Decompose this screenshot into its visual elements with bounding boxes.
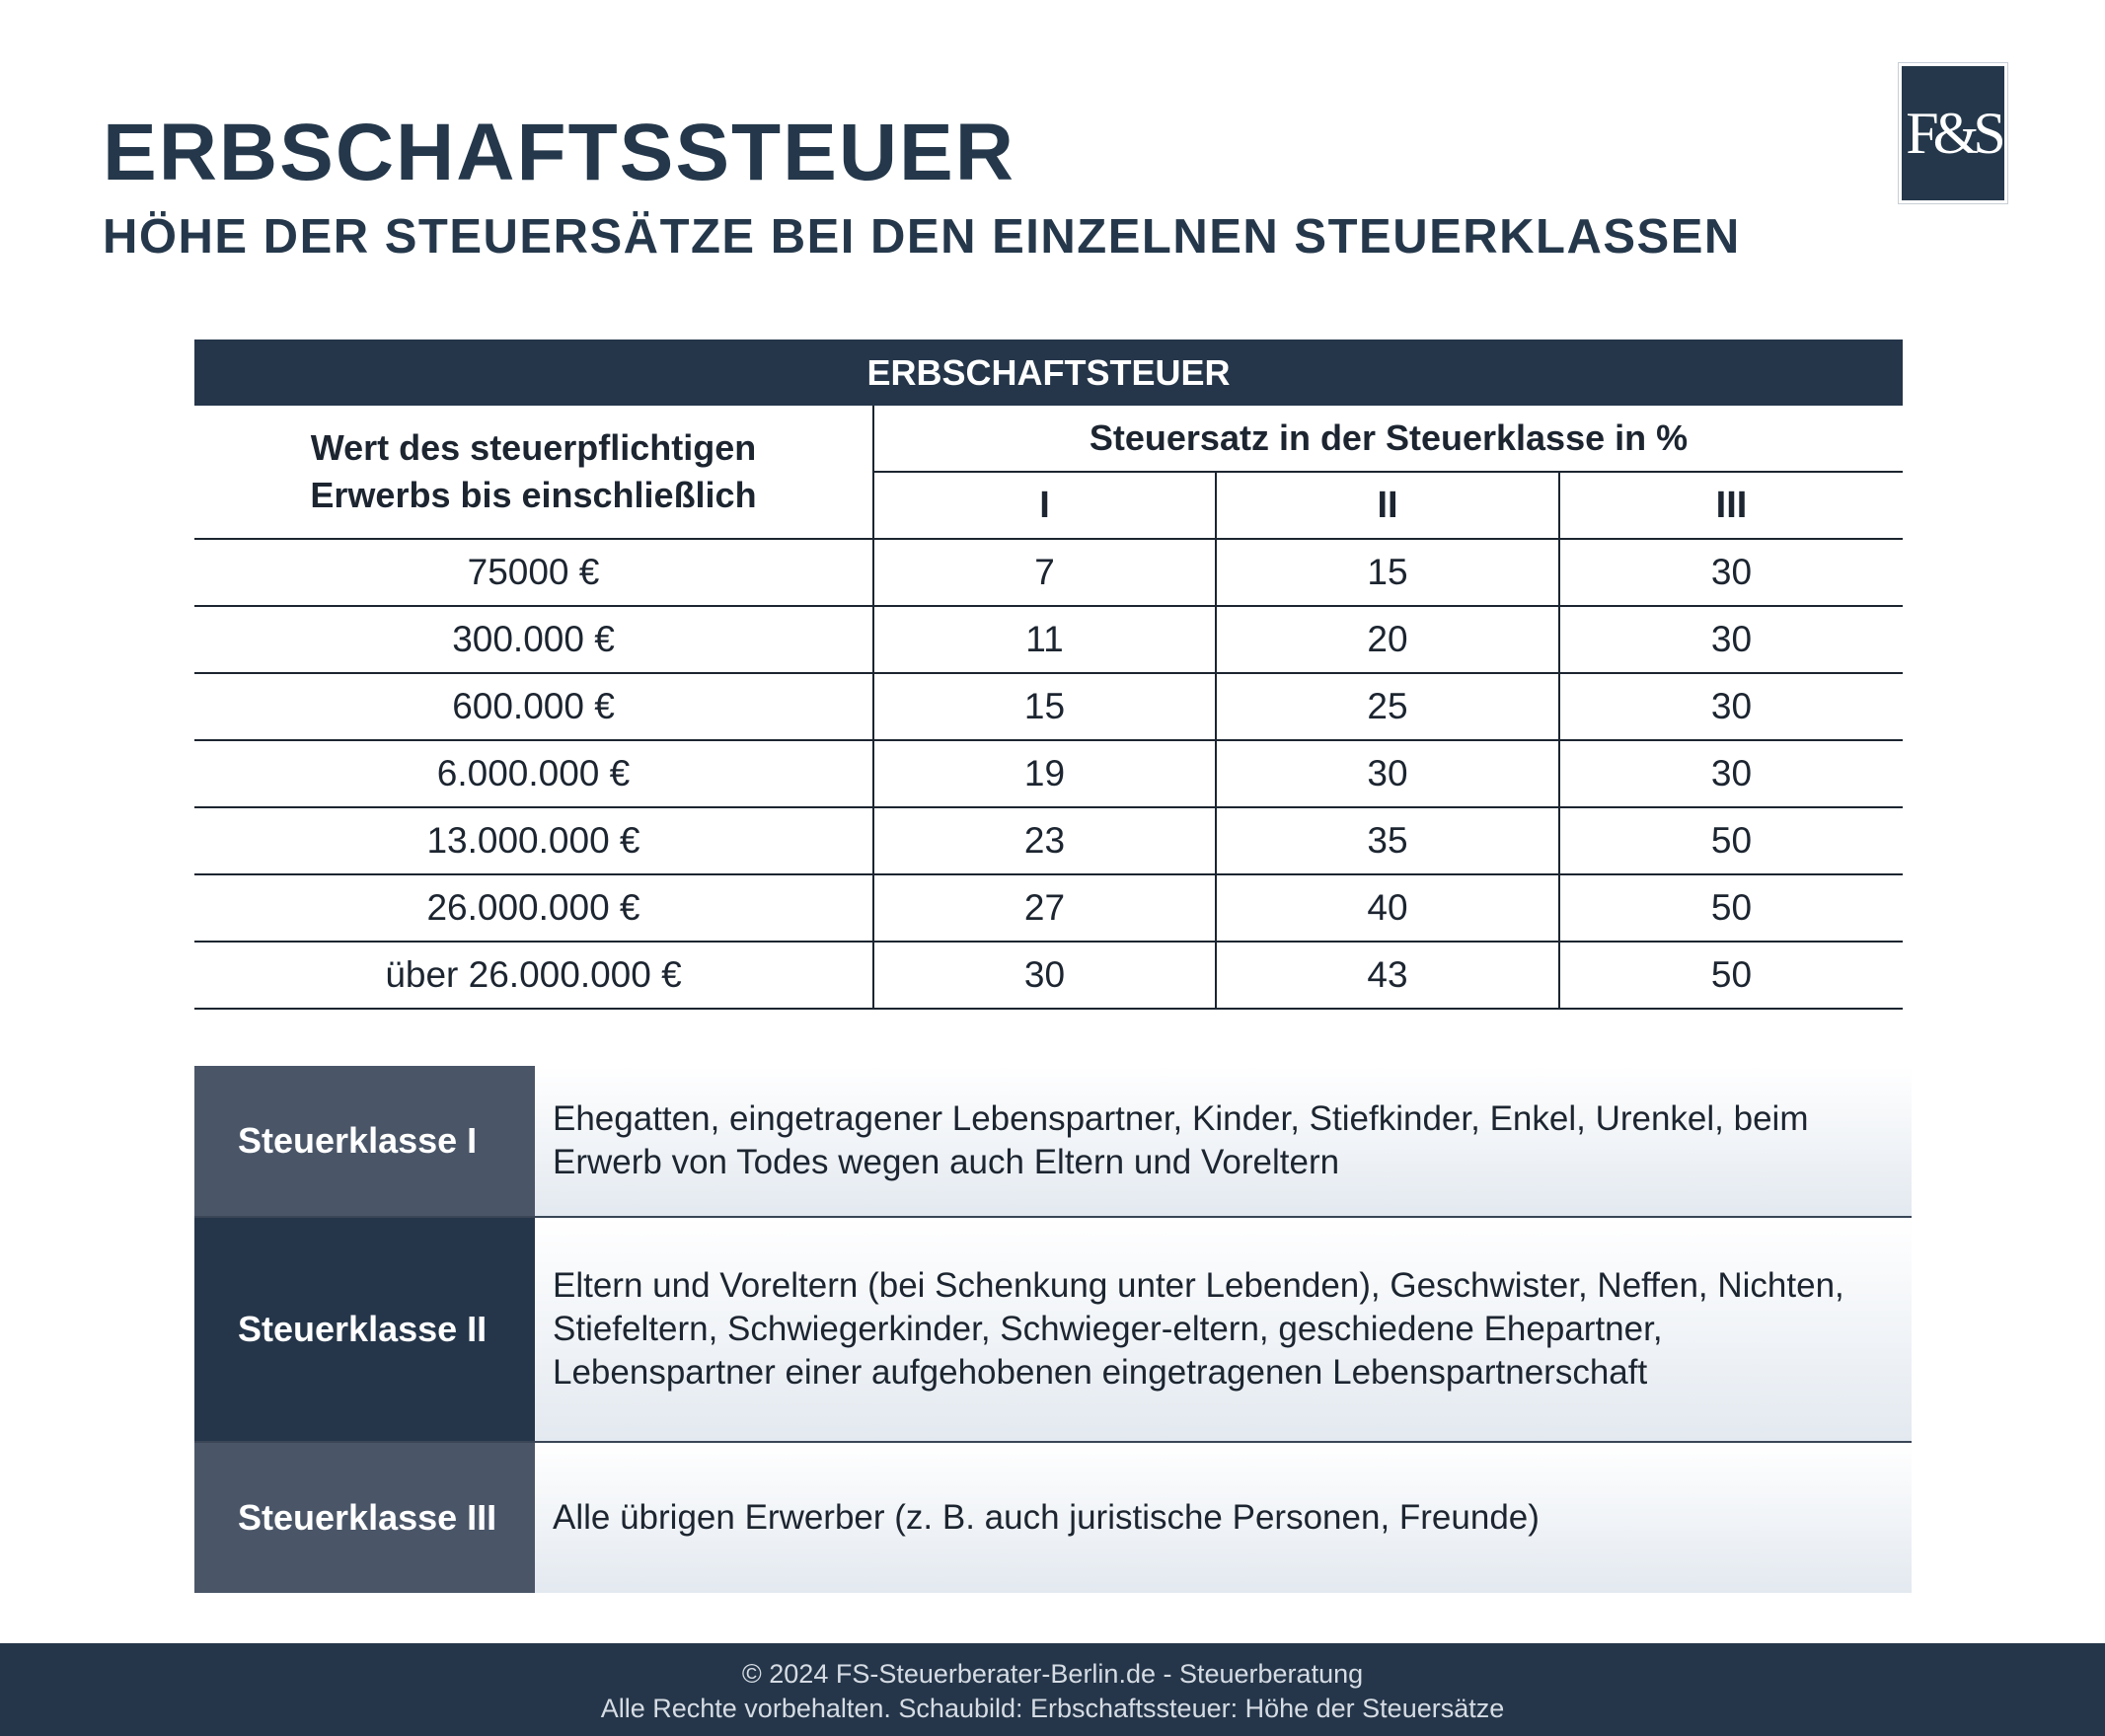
class-label-i: Steuerklasse I bbox=[194, 1066, 535, 1216]
value-cell: 6.000.000 € bbox=[194, 740, 873, 807]
table-row bbox=[194, 740, 1903, 807]
rate-cell-i: 19 bbox=[873, 740, 1216, 807]
value-column-header-line2: Erwerbs bis einschließlich bbox=[310, 475, 757, 515]
rate-cell-iii: 30 bbox=[1559, 606, 1903, 673]
value-cell: über 26.000.000 € bbox=[194, 942, 873, 1009]
class-description-i: Ehegatten, eingetragener Lebenspartner, Kinder, Stiefkinder, Enkel, Urenkel, beim Erwerb von Todes wegen auch Eltern und Voreltern bbox=[535, 1066, 1912, 1216]
rate-cell-ii: 15 bbox=[1216, 539, 1559, 606]
value-cell: 600.000 € bbox=[194, 673, 873, 740]
value-cell: 26.000.000 € bbox=[194, 874, 873, 942]
value-column-header bbox=[194, 406, 873, 539]
rate-cell-ii: 43 bbox=[1216, 942, 1559, 1009]
page-subtitle: HÖHE DER STEUERSÄTZE BEI DEN EINZELNEN STEUERKLASSEN bbox=[103, 210, 1741, 264]
rate-cell-i: 27 bbox=[873, 874, 1216, 942]
class-header-i: I bbox=[873, 472, 1216, 539]
rate-cell-i: 23 bbox=[873, 807, 1216, 874]
rate-cell-ii: 25 bbox=[1216, 673, 1559, 740]
rate-cell-ii: 30 bbox=[1216, 740, 1559, 807]
value-cell: 75000 € bbox=[194, 539, 873, 606]
value-cell: 300.000 € bbox=[194, 606, 873, 673]
table-row bbox=[194, 874, 1903, 942]
rate-cell-ii: 40 bbox=[1216, 874, 1559, 942]
value-column-header-line1: Wert des steuerpflichtigen bbox=[310, 427, 757, 468]
rate-cell-iii: 50 bbox=[1559, 942, 1903, 1009]
class-header-ii: II bbox=[1216, 472, 1559, 539]
table-title: ERBSCHAFTSTEUER bbox=[194, 340, 1903, 406]
class-description-ii: Eltern und Voreltern (bei Schenkung unter Lebenden), Geschwister, Neffen, Nichten, Stiefeltern, Schwiegerkinder, Schwieger-eltern, geschiedene Ehepartner, Lebenspartner einer aufgehobenen eingetragenen Lebenspartnerschaft bbox=[535, 1218, 1912, 1441]
rate-cell-iii: 50 bbox=[1559, 874, 1903, 942]
footer bbox=[0, 1643, 2105, 1736]
rate-cell-i: 15 bbox=[873, 673, 1216, 740]
footer-copyright: © 2024 FS-Steuerberater-Berlin.de - Steuerberatung bbox=[741, 1659, 1364, 1689]
rate-cell-iii: 30 bbox=[1559, 539, 1903, 606]
class-label-iii: Steuerklasse III bbox=[194, 1443, 535, 1593]
rate-cell-iii: 50 bbox=[1559, 807, 1903, 874]
table-row bbox=[194, 606, 1903, 673]
company-logo: F&S bbox=[1899, 63, 2007, 203]
table-row bbox=[194, 539, 1903, 606]
rate-cell-iii: 30 bbox=[1559, 673, 1903, 740]
footer-rights: Alle Rechte vorbehalten. Schaubild: Erbschaftssteuer: Höhe der Steuersätze bbox=[600, 1694, 1505, 1723]
tax-class-descriptions bbox=[194, 1066, 1912, 1593]
rate-cell-ii: 20 bbox=[1216, 606, 1559, 673]
table-row bbox=[194, 673, 1903, 740]
class-row-ii bbox=[194, 1218, 1912, 1443]
class-row-i bbox=[194, 1066, 1912, 1218]
rate-cell-iii: 30 bbox=[1559, 740, 1903, 807]
table-row bbox=[194, 942, 1903, 1009]
page-title: ERBSCHAFTSSTEUER bbox=[103, 108, 1015, 197]
rate-cell-i: 30 bbox=[873, 942, 1216, 1009]
tax-rate-table bbox=[194, 340, 1903, 1010]
class-description-iii: Alle übrigen Erwerber (z. B. auch juristische Personen, Freunde) bbox=[535, 1443, 1912, 1593]
value-cell: 13.000.000 € bbox=[194, 807, 873, 874]
class-label-ii: Steuerklasse II bbox=[194, 1218, 535, 1441]
rate-cell-i: 7 bbox=[873, 539, 1216, 606]
rate-group-header: Steuersatz in der Steuerklasse in % bbox=[873, 406, 1903, 472]
rate-cell-i: 11 bbox=[873, 606, 1216, 673]
table-row bbox=[194, 807, 1903, 874]
class-header-iii: III bbox=[1559, 472, 1903, 539]
class-row-iii bbox=[194, 1443, 1912, 1593]
rate-cell-ii: 35 bbox=[1216, 807, 1559, 874]
